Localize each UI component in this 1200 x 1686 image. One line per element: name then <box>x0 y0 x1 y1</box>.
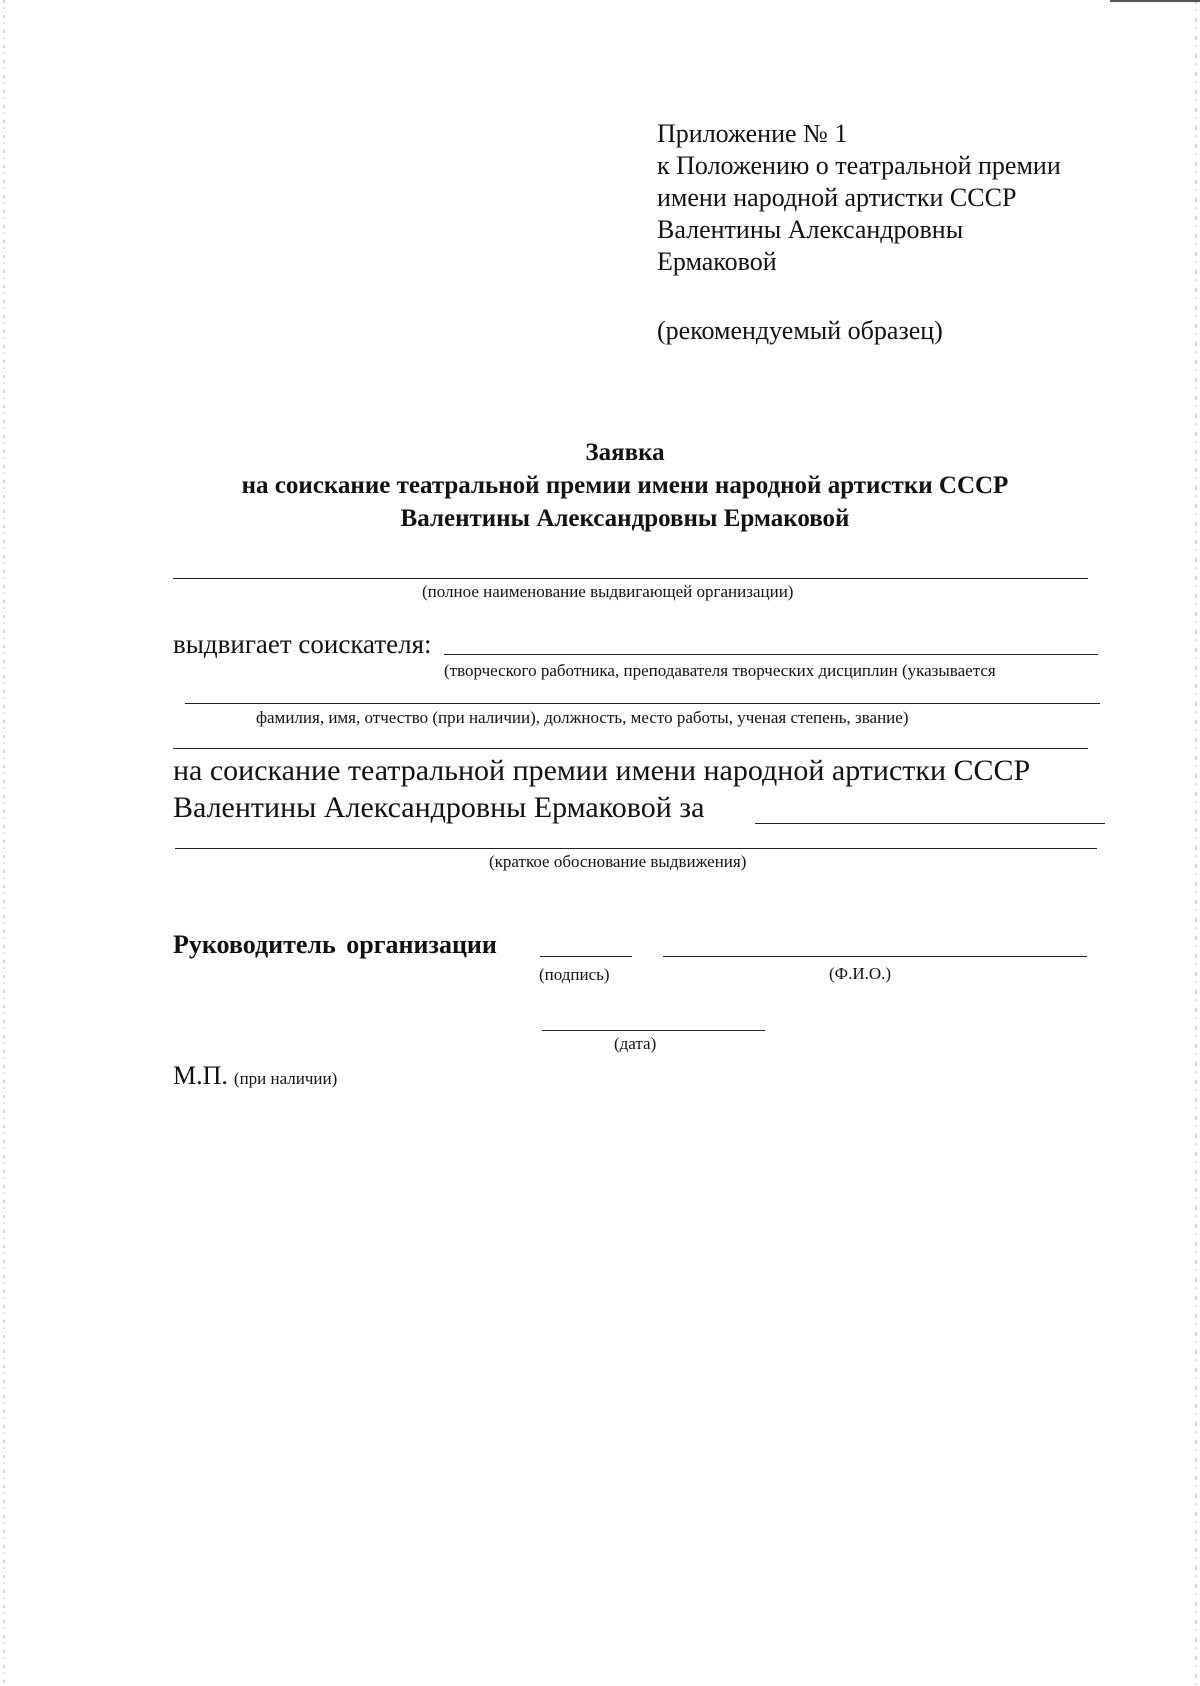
scan-edge-left <box>3 0 5 1686</box>
date-field-line[interactable] <box>542 1030 765 1031</box>
stamp-label: М.П. <box>173 1061 228 1090</box>
justification-caption: (краткое обоснование выдвижения) <box>489 852 747 871</box>
competition-line-2: Валентины Александровны Ермаковой за <box>173 791 705 824</box>
stamp-placeholder <box>173 1061 337 1091</box>
title-line: Валентины Александровны Ермаковой <box>400 505 850 532</box>
title-line: Заявка <box>585 439 665 466</box>
candidate-field-line[interactable] <box>444 654 1098 655</box>
nominates-label: выдвигает соискателя: <box>173 629 432 659</box>
head-of-organization-label: Руководитель организации <box>173 930 497 959</box>
appendix-line: к Положению о театральной премии <box>657 151 1061 180</box>
org-name-caption: (полное наименование выдвигающей организации) <box>422 582 794 601</box>
appendix-line: Валентины Александровны <box>657 215 964 244</box>
sample-note: (рекомендуемый образец) <box>657 316 943 345</box>
appendix-line: Ермаковой <box>657 247 777 276</box>
candidate-field-line-2[interactable] <box>185 703 1100 704</box>
title-line: на соискание театральной премии имени народной артистки СССР <box>241 472 1009 499</box>
competition-line-1: на соискание театральной премии имени народной артистки СССР <box>173 754 1031 787</box>
signature-caption: (подпись) <box>539 965 610 984</box>
scan-edge-top <box>1110 0 1200 2</box>
full-name-field-line[interactable] <box>663 956 1087 957</box>
candidate-caption-2: фамилия, имя, отчество (при наличии), должность, место работы, ученая степень, звание) <box>256 708 909 727</box>
stamp-note: (при наличии) <box>233 1069 338 1088</box>
scan-edge-right <box>1195 0 1197 1686</box>
appendix-line: Приложение № 1 <box>657 119 848 148</box>
date-caption: (дата) <box>614 1034 657 1053</box>
full-name-caption: (Ф.И.О.) <box>829 964 892 983</box>
candidate-field-line-3[interactable] <box>173 748 1088 749</box>
document-title <box>160 436 1090 535</box>
appendix-header <box>657 118 1061 278</box>
award-reason-field-line[interactable] <box>755 823 1105 824</box>
justification-field-line[interactable] <box>175 848 1097 849</box>
org-name-field-line[interactable] <box>173 578 1088 579</box>
signature-field-line[interactable] <box>540 956 632 957</box>
candidate-caption-1: (творческого работника, преподавателя творческих дисциплин (указывается <box>444 661 996 680</box>
appendix-line: имени народной артистки СССР <box>657 183 1017 212</box>
